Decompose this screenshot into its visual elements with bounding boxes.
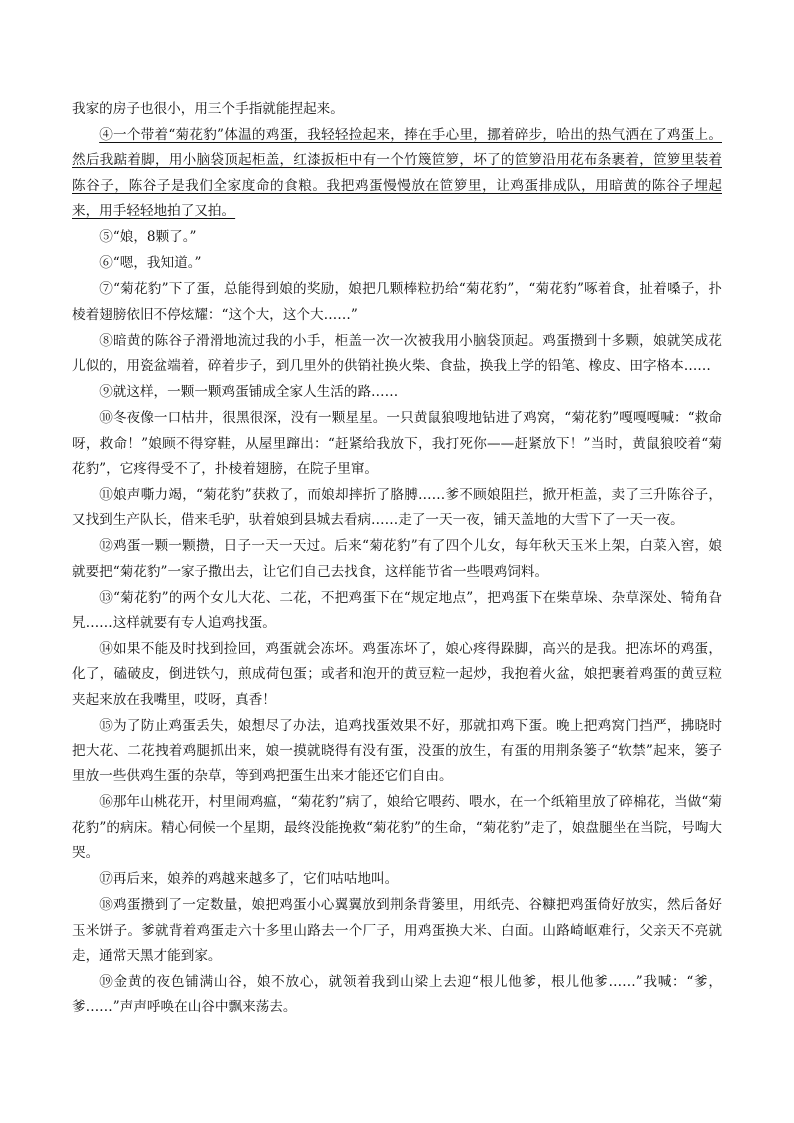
- paragraph-6: ⑥“嗯，我知道。”: [99, 255, 202, 272]
- paragraph-18: ⑱鸡蛋攒到了一定数量，娘把鸡蛋小心翼翼放到荆条背篓里，用纸壳、谷糠把鸡蛋倚好放实，然后备好玉米饼子。爹就背着鸡蛋走六十多里山路去一个厂子，用鸡蛋换大米、白面。山路崎岖难行，父亲天不亮就走，通常天黑才能到家。: [72, 897, 722, 964]
- paragraph-14: ⑭如果不能及时找到捡回，鸡蛋就会冻坏。鸡蛋冻坏了，娘心疼得跺脚，高兴的是我。把冻坏的鸡蛋，化了，磕破皮，倒进铁勺，煎成荷包蛋；或者和泡开的黄豆粒一起炒，我抱着火盆，娘把裹着鸡蛋的黄豆粒夹起来放在我嘴里，哎呀，真香！: [72, 641, 722, 708]
- paragraph-8: ⑧暗黄的陈谷子滑滑地流过我的小手，柜盖一次一次被我用小脑袋顶起。鸡蛋攒到十多颗，娘就笑成花儿似的，用瓷盆端着，碎着步子，到几里外的供销社换火柴、食盐，换我上学的铅笔、橡皮、田字格本……: [72, 332, 722, 375]
- paragraph-7: ⑦“菊花豹”下了蛋，总能得到娘的奖励，娘把几颗棒粒扔给“菊花豹”，“菊花豹”啄着食，扯着嗓子，扑棱着翅膀依旧不停炫耀：“这个大，这个大……”: [72, 281, 722, 323]
- paragraph-9: ⑨就这样，一颗一颗鸡蛋铺成全家人生活的路……: [99, 384, 399, 401]
- paragraph-17: ⑰再后来，娘养的鸡越来越多了，它们咕咕地叫。: [99, 871, 399, 888]
- document-page: [72, 97, 722, 1020]
- paragraph-13: ⑬“菊花豹”的两个女儿大花、二花，不把鸡蛋下在“规定地点”，把鸡蛋下在柴草垛、杂草深处、犄角旮旯……这样就要有专人追鸡找蛋。: [72, 589, 722, 632]
- paragraph-16: ⑯那年山桃花开，村里闹鸡瘟，“菊花豹”病了，娘给它喂药、喂水，在一个纸箱里放了碎棉花，当做“菊花豹”的病床。精心伺候一个星期，最终没能挽救“菊花豹”的生命，“菊花豹”走了，娘盘腿坐在当院，号啕大哭。: [72, 794, 722, 861]
- paragraph-15: ⑮为了防止鸡蛋丢失，娘想尽了办法，追鸡找蛋效果不好，那就扣鸡下蛋。晚上把鸡窝门挡严，拂晓时把大花、二花拽着鸡腿抓出来，娘一摸就晓得有没有蛋，没蛋的放生，有蛋的用荆条篓子“软禁”起来，篓子里放一些供鸡生蛋的杂草，等到鸡把蛋生出来才能还它们自由。: [72, 717, 722, 785]
- paragraph-12: ⑫鸡蛋一颗一颗攒，日子一天一天过。后来“菊花豹”有了四个儿女，每年秋天玉米上架，白菜入窖，娘就要把“菊花豹”一家子撒出去，让它们自己去找食，这样能节省一些喂鸡饲料。: [72, 538, 722, 580]
- paragraph-11: ⑪娘声嘶力竭，“菊花豹”获救了，而娘却摔折了胳膊……爹不顾娘阻拦，掀开柜盖，卖了三升陈谷子，又找到生产队长，借来毛驴，驮着娘到县城去看病……走了一天一夜，铺天盖地的大雪下了一天一夜。: [72, 487, 722, 529]
- paragraph-4-underlined: ④一个带着“菊花豹”体温的鸡蛋，我轻轻捡起来，捧在手心里，挪着碎步，哈出的热气洒在了鸡蛋上。然后我踮着脚，用小脑袋顶起柜盖，红漆扳柜中有一个竹篾笸箩，坏了的笸箩沿用花布条裹着，笸箩里装着陈谷子，陈谷子是我们全家度命的食粮。我把鸡蛋慢慢放在笸箩里，让鸡蛋排成队，用暗黄的陈谷子埋起来，用手轻轻地拍了又拍。: [72, 127, 722, 219]
- paragraph-5: ⑤“娘，8颗了。”: [99, 229, 197, 246]
- paragraph-10: ⑩冬夜像一口枯井，很黑很深，没有一颗星星。一只黄鼠狼嗖地钻进了鸡窝，“菊花豹”嘎嘎嘎喊：“救命呀，救命！”娘顾不得穿鞋，从屋里蹿出：“赶紧给我放下，我打死你——赶紧放下！”当时，黄鼠狼咬着“菊花豹”，它疼得受不了，扑棱着翅膀，在院子里窜。: [72, 410, 722, 477]
- paragraph-19: ⑲金黄的夜色铺满山谷，娘不放心，就领着我到山梁上去迎“根儿他爹，根儿他爹……”我喊：“爹，爹……”声声呼唤在山谷中飘来荡去。: [72, 973, 722, 1016]
- paragraph-1: 我家的房子也很小，用三个手指就能捏起来。: [72, 101, 344, 117]
